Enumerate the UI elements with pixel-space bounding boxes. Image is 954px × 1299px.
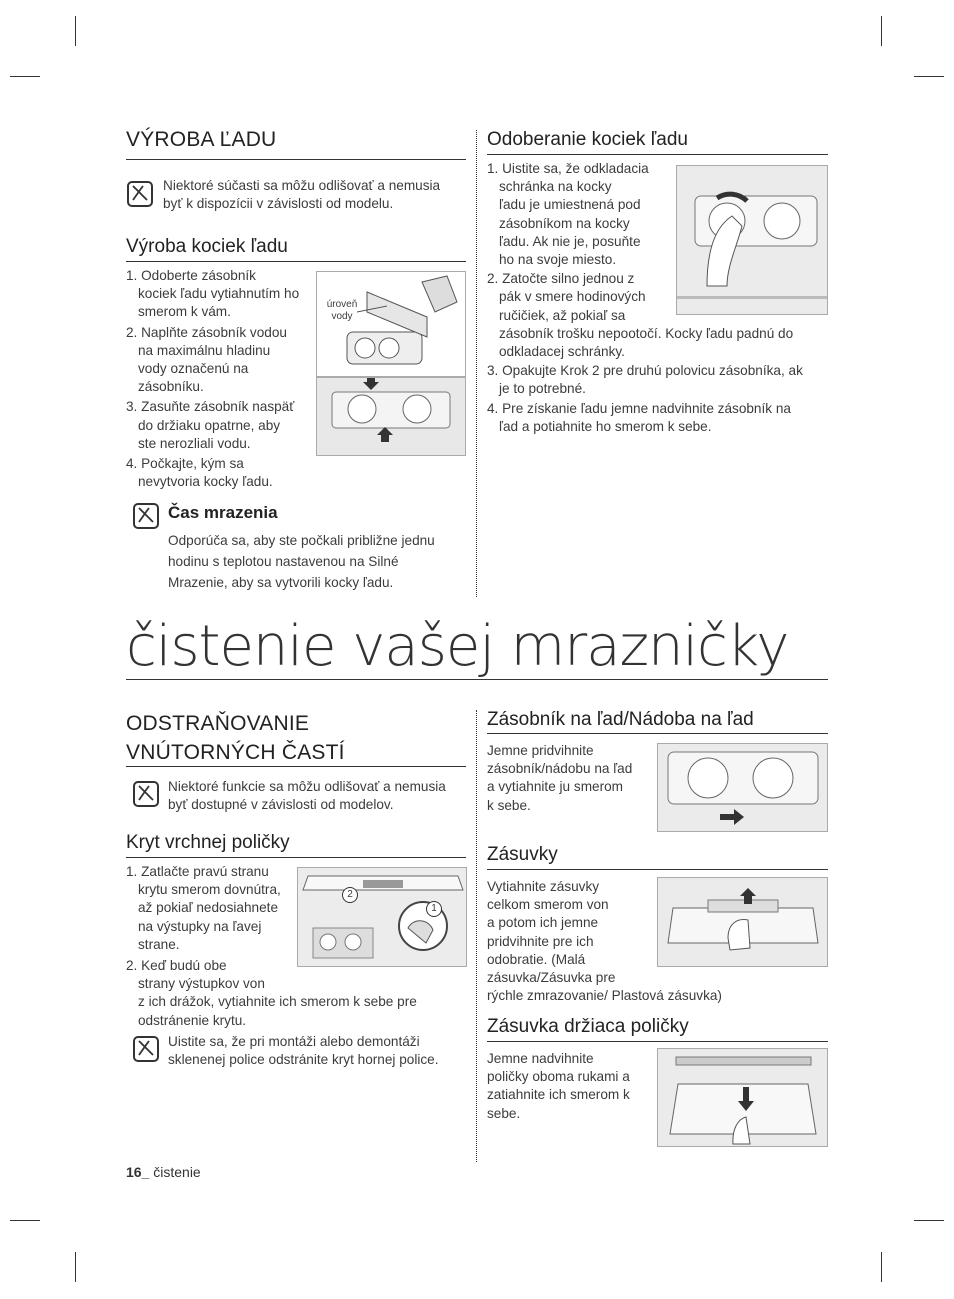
chapter-title: čistenie vašej mrazničky: [126, 614, 789, 679]
subtitle-removing-ice: Odoberanie kociek ľadu: [487, 129, 688, 150]
removing-steps: 1. Uistite sa, že odkladacia schránka na kocky ľadu je umiestnená pod zásobníkom na kocky ľadu. Ak nie je, posuňte ho na svoje miesto. 2. Zatočte silno jednou z pák v smere hodinových ručičiek, až pokiaľ sa zásobník trošku nepootočí. Kocky ľadu padnú do odkladacej schránky. 3. Opakujte Krok 2 pre druhú polovicu zásobníka, ak je to potrebné. 4. Pre získanie ľadu jemne nadvihnite zásobník na ľad a potiahnite ho smerom k sebe.: [487, 161, 803, 434]
ice-tray-inserted-figure: [316, 377, 466, 456]
step-2: 2. Naplňte zásobník vodou na maximálnu hladinu vody označenú na zásobníku.: [126, 324, 287, 395]
section-title-removing-parts: ODSTRAŇOVANIE VNÚTORNÝCH ČASTÍ: [126, 712, 345, 764]
page-footer: [126, 1164, 201, 1180]
note2-text: Uistite sa, že pri montáži alebo demontáži sklenenej police odstránite kryt hornej police.: [168, 1034, 439, 1068]
note-icon: [133, 781, 159, 807]
note-text: Niektoré funkcie sa môžu odlišovať a nemusia byť dostupné v závislosti od modelov.: [168, 779, 446, 813]
twist-tray-figure: [676, 165, 828, 315]
freeze-time-title: Čas mrazenia: [168, 503, 278, 522]
subtitle-top-shelf-cover: Kryt vrchnej poličky: [126, 832, 290, 853]
callout-2: 2: [342, 887, 358, 903]
step-4: 4. Počkajte, kým sa nevytvoria kocky ľadu.: [126, 456, 273, 490]
subtitle-drawers: Zásuvky: [487, 844, 558, 865]
callout-1: 1: [426, 901, 442, 917]
shelf-cover-figure: [297, 867, 467, 967]
water-level-label: úroveň: [326, 299, 358, 310]
steps-list: [126, 267, 316, 491]
freeze-time-text: Odporúča sa, aby ste počkali približne jednu hodinu s teplotou nastavenou na Silné Mrazenie, aby sa vytvorili kocky ľadu.: [168, 533, 435, 590]
subtitle-ice-bin: Zásobník na ľad/Nádoba na ľad: [487, 709, 754, 730]
shelf-drawer-figure: [657, 1048, 828, 1147]
ice-bin-text: Jemne pridvihnite zásobník/nádobu na ľad a vytiahnite ju smerom k sebe.: [487, 743, 633, 813]
note-icon: [127, 181, 153, 207]
page-number: 16_: [126, 1164, 150, 1180]
cover-steps: 1. Zatlačte pravú stranu krytu smerom dovnútra, až pokiaľ nedosiahnete na výstupky na ľavej strane. 2. Keď budú obe strany výstupkov von z ich drážok, vytiahnite ich smerom k sebe pre odstránenie krytu.: [126, 864, 417, 1028]
subtitle-ice-cubes: Výroba kociek ľadu: [126, 236, 288, 257]
section-title-ice-making: VÝROBA ĽADU: [126, 128, 277, 151]
footer-label: čistenie: [153, 1164, 201, 1180]
step-3: 3. Zasuňte zásobník naspäť do držiaku opatrne, aby ste nerozliali vodu.: [126, 399, 295, 451]
note-icon: [133, 1036, 159, 1062]
drawers-figure: [657, 877, 828, 967]
ice-bin-figure: [657, 743, 828, 832]
note-icon: [133, 503, 159, 529]
shelf-drawer-text: Jemne nadvihnite poličky oboma rukami a zatiahnite ich smerom k sebe.: [487, 1051, 630, 1121]
ice-tray-figure: úroveň vody: [316, 271, 466, 377]
subtitle-shelf-drawer: Zásuvka držiaca poličky: [487, 1016, 689, 1037]
drawers-text: Vytiahnite zásuvky celkom smerom von a potom ich jemne pridvihnite pre ich odobratie. (Malá zásuvka/Zásuvka pre rýchle zmrazovanie/ Plastová zásuvka): [487, 879, 722, 1004]
note-text: Niektoré súčasti sa môžu odlišovať a nemusia byť k dispozícii v závislosti od modelu.: [163, 178, 441, 212]
step-1: 1. Odoberte zásobník kociek ľadu vytiahnutím ho smerom k vám.: [126, 268, 300, 320]
